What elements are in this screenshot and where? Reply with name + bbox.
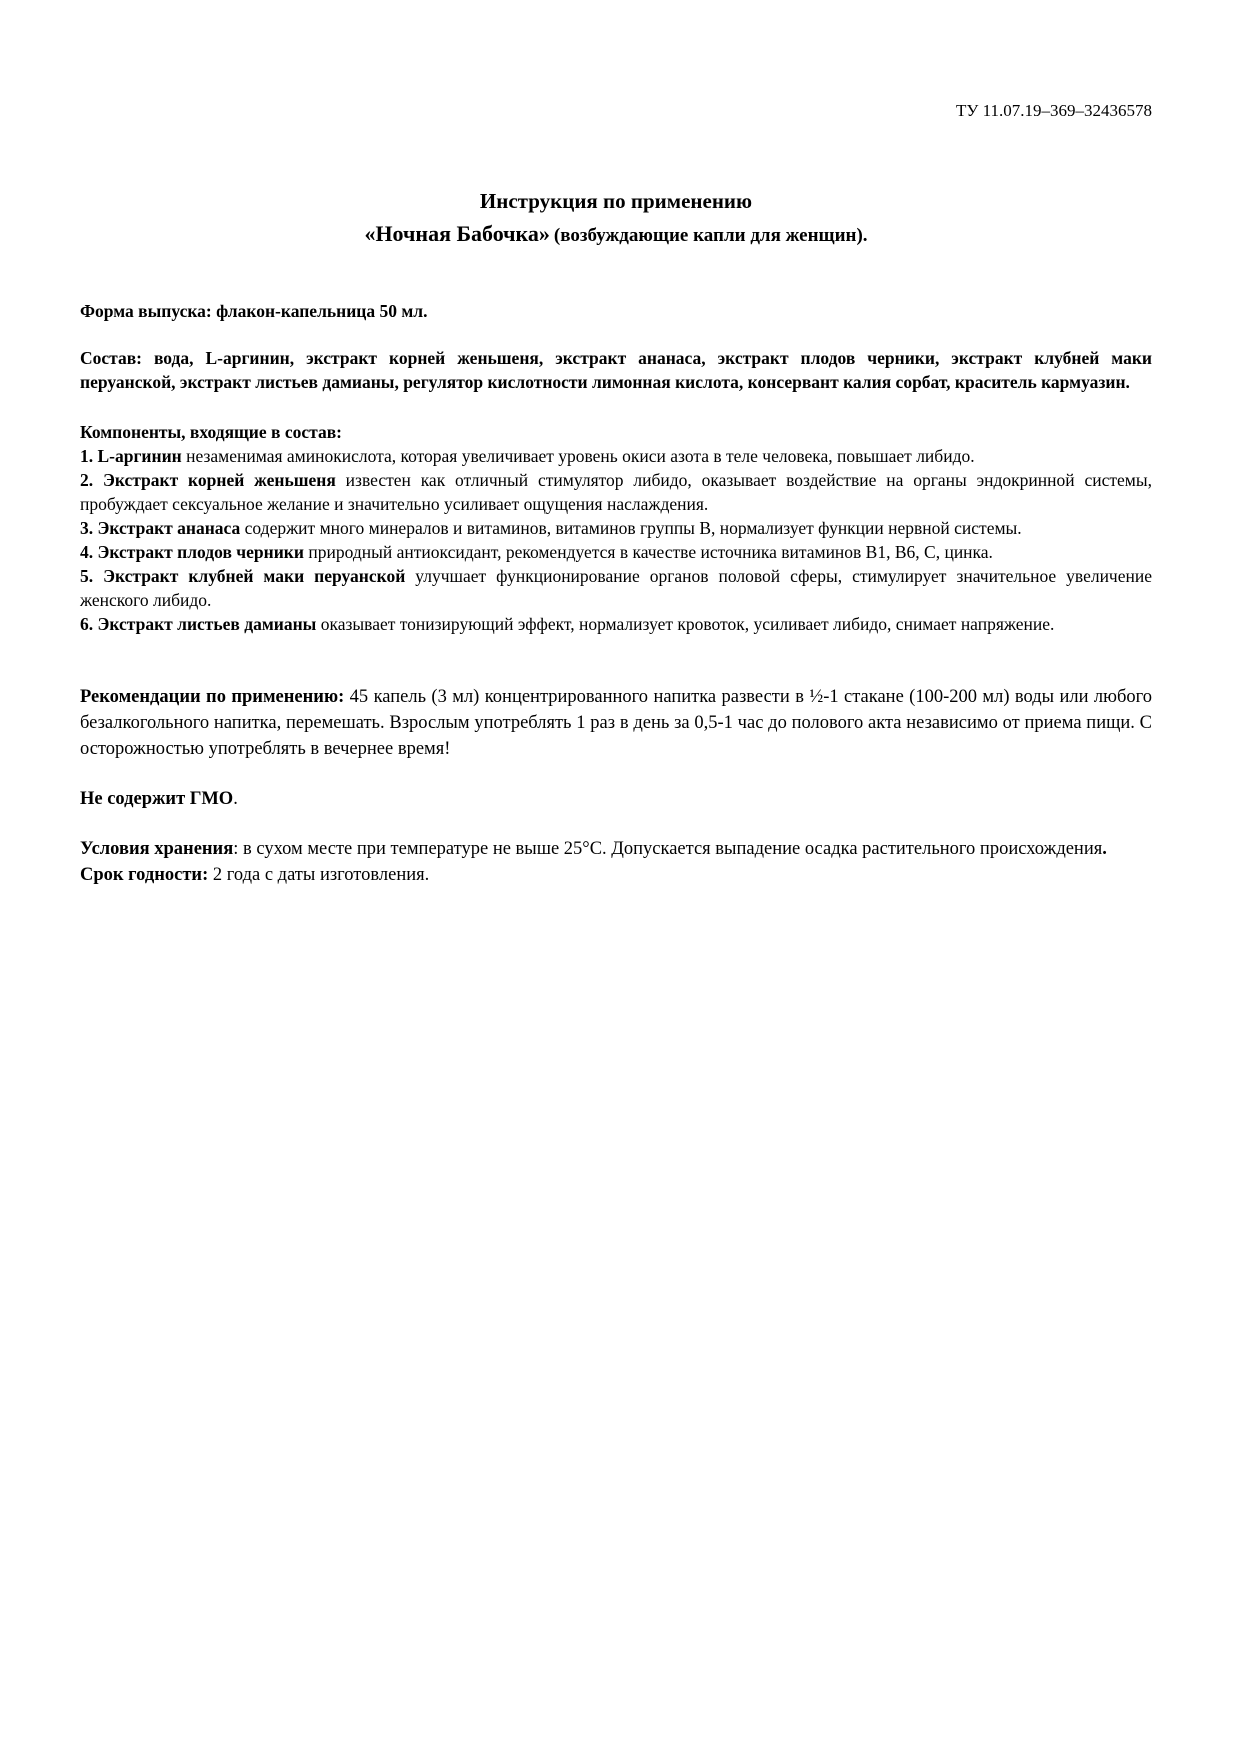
item-name: Экстракт клубней маки перуанской — [103, 566, 406, 586]
composition-paragraph: Состав: вода, L-аргинин, экстракт корней женьшеня, экстракт ананаса, экстракт плодов черники, экстракт клубней маки перуанской, экстракт листьев дамианы, регулятор кислотности лимонная кислота, консервант калия сорбат, краситель кармуазин. — [80, 348, 1152, 392]
recommendations-paragraph — [80, 684, 1152, 762]
item-description: улучшает функционирование органов половой сферы, стимулирует значительное увеличение женского либидо. — [80, 566, 1152, 610]
product-title-line — [80, 218, 1152, 253]
storage-conditions-paragraph — [80, 836, 1152, 862]
doc-number: ТУ 11.07.19–369–32436578 — [955, 101, 1152, 120]
storage-period: . — [1102, 839, 1107, 859]
document-title: Инструкция по применению — [479, 189, 753, 213]
item-name: Экстракт листьев дамианы — [97, 614, 317, 634]
component-item-2 — [80, 468, 1152, 516]
item-description: незаменимая аминокислота, которая увеличивает уровень окиси азота в теле человека, повышает либидо. — [186, 446, 975, 466]
product-subtitle: (возбуждающие капли для женщин). — [553, 225, 868, 246]
release-form-line — [80, 299, 1152, 323]
component-item-1 — [80, 444, 1152, 468]
storage-text: : в сухом месте при температуре не выше 25°С. Допускается выпадение осадка растительного происхождения — [233, 839, 1103, 859]
item-number: 2. — [80, 470, 94, 490]
recommendations-text: 45 капель (3 мл) концентрированного напитка развести в ½-1 стакане (100-200 мл) воды или любого безалкогольного напитка, перемешать. Взрослым употреблять 1 раз в день за 0,5-1 час до полового акта независимо от приема пищи. С осторожностью употреблять в вечернее время! — [80, 687, 1152, 759]
item-name: Экстракт корней женьшеня — [102, 470, 336, 490]
item-name: Экстракт ананаса — [97, 518, 241, 538]
document-title-block — [80, 186, 1152, 253]
component-item-4 — [80, 540, 1152, 564]
no-gmo-period: . — [233, 789, 238, 809]
component-item-3 — [80, 516, 1152, 540]
no-gmo-line — [80, 786, 1152, 812]
component-item-6 — [80, 612, 1152, 636]
component-item-5 — [80, 564, 1152, 612]
item-number: 6. — [80, 614, 94, 634]
no-gmo-label: Не содержит ГМО — [80, 789, 234, 809]
shelf-life-label: Срок годности: — [80, 865, 209, 885]
shelf-life-line — [80, 862, 1152, 888]
item-number: 5. — [80, 566, 94, 586]
release-form-value: флакон-капельница 50 мл. — [216, 301, 428, 321]
item-number: 1. — [80, 446, 94, 466]
release-form-label: Форма выпуска: — [80, 301, 212, 321]
item-description: известен как отличный стимулятор либидо, оказывает воздействие на органы эндокринной системы, пробуждает сексуальное желание и значительно усиливает ощущения наслаждения. — [80, 470, 1152, 514]
item-number: 3. — [80, 518, 94, 538]
item-description: оказывает тонизирующий эффект, нормализует кровоток, усиливает либидо, снимает напряжение. — [320, 614, 1055, 634]
item-description: природный антиоксидант, рекомендуется в качестве источника витаминов В1, В6, С, цинка. — [308, 542, 993, 562]
shelf-life-text: 2 года с даты изготовления. — [212, 865, 430, 885]
product-name: «Ночная Бабочка» — [364, 221, 550, 246]
components-heading: Компоненты, входящие в состав: — [80, 422, 342, 442]
item-name: Экстракт плодов черники — [97, 542, 304, 562]
recommendations-label: Рекомендации по применению: — [80, 687, 345, 707]
item-description: содержит много минералов и витаминов, витаминов группы В, нормализует функции нервной системы. — [244, 518, 1022, 538]
item-name: L-аргинин — [97, 446, 182, 466]
storage-label: Условия хранения — [80, 839, 234, 859]
item-number: 4. — [80, 542, 94, 562]
